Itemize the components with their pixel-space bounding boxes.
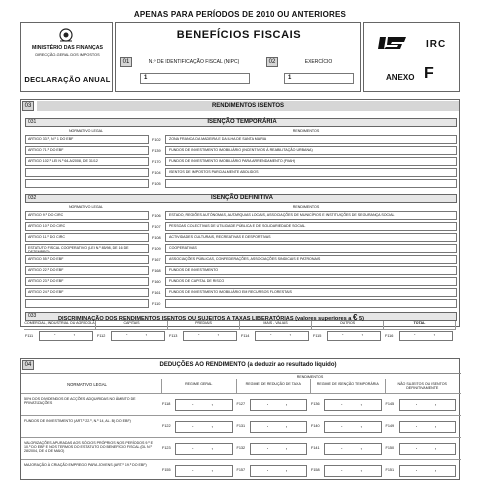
q04-input-separators: . , — [415, 467, 445, 473]
s032-row — [25, 287, 457, 298]
q04-input-separators: . , — [341, 423, 371, 429]
q04-row — [21, 437, 461, 459]
s032-text[interactable] — [165, 299, 457, 308]
q04-input[interactable] — [250, 443, 308, 455]
s032-row — [25, 210, 457, 221]
s033-col-header: CAPITAIS — [96, 321, 168, 330]
q04-input[interactable] — [324, 399, 382, 411]
q04-legal: 50% DOS DIVIDENDOS DE ACÇÕES ADQUIRIDAS NO ÂMBITO DE PRIVATIZAÇÕES — [24, 397, 136, 406]
euro-symbol: € — [352, 313, 358, 322]
s031-legal[interactable]: ARTIGO 102.º LEI N.º 64-A/2008, DE 31/12 — [25, 157, 149, 166]
s031-text[interactable] — [165, 179, 457, 188]
box02-label: EXERCÍCIO — [304, 59, 333, 65]
anexo-letter: F — [424, 65, 434, 82]
s032-code: F106 — [152, 213, 161, 218]
q04-input[interactable] — [250, 421, 308, 433]
s032-code: F167 — [152, 257, 161, 262]
s033-table — [24, 321, 456, 345]
s033-input[interactable] — [255, 331, 309, 341]
q04-divider — [21, 373, 461, 374]
q04-input-separators: . , — [192, 467, 222, 473]
q04-code: F122 — [162, 424, 171, 428]
nipc-input[interactable] — [140, 73, 250, 84]
box01-num: 01 — [120, 57, 132, 67]
q04-code: F127 — [236, 402, 246, 406]
s032-row — [25, 221, 457, 232]
q04-input-separators: . , — [192, 401, 222, 407]
s031-legal[interactable]: ARTIGO 33.º, N.º 1 DO EBF — [25, 135, 149, 144]
s033-code: F116 — [385, 334, 394, 338]
s033-code: F115 — [313, 334, 322, 338]
s031-text[interactable]: FUNDOS DE INVESTIMENTO IMOBILIÁRIO PARA ARRENDAMENTO (FIIAH) — [165, 157, 457, 166]
s033-input-separators: . , — [126, 331, 156, 337]
s032-text[interactable]: COOPERATIVAS — [165, 244, 457, 253]
q03-num: 03 — [22, 101, 34, 111]
s031-legal[interactable] — [25, 179, 149, 188]
q04-code: F136 — [311, 402, 320, 406]
nipc-input-prefix: 1 — [144, 75, 148, 81]
s031-code: F102 — [152, 137, 161, 142]
s031-title: ISENÇÃO TEMPORÁRIA — [207, 119, 277, 125]
q04-num: 04 — [22, 360, 34, 370]
s033-code: F114 — [241, 334, 250, 338]
q04-legal: VALORIZAÇÕES APURADAS AOS SÓCIOS PRÓPRIOS NOS PERÍODOS 9.º E 10.º DO EBF E NOS TERMOS DO ESTATUTO DO BENEFÍCIO FISCAL (DL N.º 28/2004, DE 4 DE MAIO) — [24, 441, 154, 454]
s032-text[interactable]: ESTADO, REGIÕES AUTÓNOMAS, AUTARQUIAS LOCAIS, ASSOCIAÇÕES DE MUNICÍPIOS E INSTITUIÇÕES DE SEGURANÇA SOCIAL — [165, 211, 457, 220]
s032-code: F108 — [152, 235, 161, 240]
box02-num: 02 — [266, 57, 278, 67]
box01-label: N.º DE IDENTIFICAÇÃO FISCAL (NIPC) — [148, 59, 240, 65]
q04-code: F140 — [311, 424, 320, 428]
q04-code: F149 — [385, 424, 395, 428]
q04-code: F150 — [385, 446, 395, 450]
s031-legal[interactable]: ARTIGO 71.º DO EBF — [25, 146, 149, 155]
q04-input-separators: . , — [266, 445, 296, 451]
q04-input[interactable] — [324, 465, 382, 477]
s032-col-rend: RENDIMENTOS — [292, 205, 320, 209]
declaration-label: DECLARAÇÃO ANUAL — [24, 75, 111, 84]
s032-legal[interactable]: ARTIGO 55.º DO EBF — [25, 255, 149, 264]
s032-row — [25, 298, 457, 309]
q04-legal: FUNDOS DE INVESTIMENTO (ART.º 22.º, N.º 14, AL. B) DO EBF) — [24, 419, 131, 423]
s031-text[interactable]: ZONA FRANCA DA MADEIRA E DA ILHA DE SANTA MARIA — [165, 135, 457, 144]
s033-col-header: TOTAL — [384, 321, 456, 330]
s032-text[interactable]: FUNDOS DE INVESTIMENTO IMOBILIÁRIO EM RECURSOS FLORESTAIS — [165, 288, 457, 297]
q04-code: F131 — [236, 424, 246, 428]
s031-header — [25, 118, 457, 127]
header-ministry-box — [20, 22, 113, 92]
q04-input-separators: . , — [192, 445, 222, 451]
q04-code: F158 — [311, 468, 320, 472]
s033-input[interactable] — [183, 331, 237, 341]
s032-legal[interactable] — [25, 299, 149, 308]
s031-text[interactable]: FUNDOS DE INVESTIMENTO IMOBILIÁRIO (INCENTIVOS À REABILITAÇÃO URBANA) — [165, 146, 457, 155]
s033-code: F112 — [97, 334, 106, 338]
q03-section — [20, 99, 460, 327]
s032-header — [25, 194, 457, 203]
s033-col-header: MAIS - VALIAS — [240, 321, 312, 330]
s032-title: ISENÇÃO DEFINITIVA — [211, 195, 273, 201]
s033-col-header: OUTROS — [312, 321, 384, 330]
s031-row — [25, 167, 457, 178]
s032-row — [25, 232, 457, 243]
q04-code: F123 — [162, 446, 171, 450]
s031-code: F104 — [152, 170, 161, 175]
anexo-label: ANEXO — [386, 73, 415, 82]
s032-row — [25, 243, 457, 254]
s032-legal[interactable]: ARTIGO 23.º DO EBF — [25, 277, 149, 286]
q04-input-separators: . , — [341, 401, 371, 407]
coat-of-arms-icon — [57, 27, 75, 43]
q04-input-separators: . , — [415, 423, 445, 429]
s033-input-separators: . , — [270, 331, 300, 337]
directorate-name: DIRECÇÃO-GERAL DOS IMPOSTOS — [35, 53, 100, 57]
s033-input-separators: . , — [414, 331, 444, 337]
s031-num: 031 — [28, 119, 37, 125]
s032-code: F161 — [152, 290, 161, 295]
s031-col-rend: RENDIMENTOS — [292, 129, 320, 133]
q04-input-separators: . , — [266, 467, 296, 473]
q04-input[interactable] — [399, 443, 457, 455]
s031-row — [25, 145, 457, 156]
q04-input-separators: . , — [415, 401, 445, 407]
q04-legal: MAJORAÇÃO À CRIAÇÃO EMPREGO PARA JOVENS (ART.º 19.º DO EBF) — [24, 463, 147, 467]
s033-col-header: COMERCIAL, INDUSTRIAL OU AGRÍCOLA — [24, 321, 96, 330]
header-right-box — [363, 22, 460, 92]
s032-legal[interactable]: ARTIGO 10.º DO CIRC — [25, 222, 149, 231]
s031-row — [25, 134, 457, 145]
s031-row — [25, 156, 457, 167]
q04-input-separators: . , — [341, 445, 371, 451]
s032-legal[interactable]: ARTIGO 22.º DO EBF — [25, 266, 149, 275]
q04-subheader: REGIME GERAL — [161, 379, 236, 393]
header-center-box — [115, 22, 361, 92]
q04-input[interactable] — [175, 465, 233, 477]
s032-row — [25, 276, 457, 287]
s031-row — [25, 178, 457, 189]
q04-input[interactable] — [175, 443, 233, 455]
q04-col-rend: RENDIMENTOS — [296, 375, 324, 379]
q04-col-legal: NORMATIVO LEGAL — [67, 382, 107, 387]
q04-input[interactable] — [250, 399, 308, 411]
s031-code: F170 — [152, 159, 161, 164]
exercise-input-prefix: 1 — [288, 75, 292, 81]
q04-input[interactable] — [399, 465, 457, 477]
q04-input[interactable] — [399, 399, 457, 411]
s032-text[interactable]: ACTIVIDADES CULTURAIS, RECREATIVAS E DESPORTIVAS — [165, 233, 457, 242]
q04-code: F132 — [236, 446, 246, 450]
s032-text[interactable]: ASSOCIAÇÕES PÚBLICAS, CONFEDERAÇÕES, ASSOCIAÇÕES SINDICAIS E PATRONAIS — [165, 255, 457, 264]
q04-row — [21, 459, 461, 481]
s033-input-separators: . , — [198, 331, 228, 337]
q04-section — [20, 358, 460, 480]
q04-input[interactable] — [175, 399, 233, 411]
s032-code: F160 — [152, 279, 161, 284]
q04-code: F151 — [385, 468, 395, 472]
q04-input[interactable] — [324, 443, 382, 455]
q04-subheaders — [161, 379, 459, 393]
s032-text[interactable]: FUNDOS DE CAPITAL DE RISCO — [165, 277, 457, 286]
q04-code: F145 — [385, 402, 395, 406]
irs-logo-icon — [378, 35, 408, 51]
s032-code: F168 — [152, 268, 161, 273]
q04-code: F157 — [236, 468, 246, 472]
s032-legal[interactable]: ARTIGO 9.º DO CIRC — [25, 211, 149, 220]
irc-label: IRC — [426, 39, 447, 50]
q04-input-separators: . , — [415, 445, 445, 451]
q04-code: F155 — [162, 468, 171, 472]
s033-input-separators: . , — [54, 331, 84, 337]
s033-code: F113 — [169, 334, 178, 338]
s033-header — [25, 312, 457, 321]
s032-legal[interactable]: ARTIGO 11.º DO CIRC — [25, 233, 149, 242]
s032-code: F109 — [152, 246, 161, 251]
s031-legal[interactable] — [25, 168, 149, 177]
top-note: APENAS PARA PERÍODOS DE 2010 OU ANTERIORES — [133, 10, 347, 19]
q03-title: RENDIMENTOS ISENTOS — [37, 101, 459, 111]
s032-col-legal: NORMATIVO LEGAL — [68, 205, 104, 209]
q04-input[interactable] — [399, 421, 457, 433]
s031-text[interactable]: ISENTOS DE IMPOSTOS PARCIALMENTE ABOLIDOS — [165, 168, 457, 177]
s033-input[interactable] — [327, 331, 381, 341]
s033-title: DISCRIMINAÇÃO DOS RENDIMENTOS ISENTOS OU SUJEITOS A TAXAS LIBERATÓRIAS (valores superiores a € 5) — [58, 313, 364, 322]
s033-col-header: PREDIAIS — [168, 321, 240, 330]
ministry-name: MINISTÉRIO DAS FINANÇAS — [32, 45, 103, 51]
s031-code: F105 — [152, 181, 161, 186]
form-title: BENEFÍCIOS FISCAIS — [176, 29, 302, 41]
s033-input[interactable] — [399, 331, 453, 341]
s032-row — [25, 254, 457, 265]
q04-code: F141 — [311, 446, 320, 450]
q04-subheader: REGIME DE REDUÇÃO DE TAXA — [236, 379, 311, 393]
q04-subheader: REGIME DE ISENÇÃO TEMPORÁRIA — [310, 379, 385, 393]
s033-num: 033 — [28, 313, 37, 319]
q04-row — [21, 415, 461, 437]
exercise-input[interactable] — [284, 73, 354, 84]
q04-input-separators: . , — [192, 423, 222, 429]
q04-input[interactable] — [175, 421, 233, 433]
s032-code: F110 — [152, 301, 161, 306]
q04-title: DEDUÇÕES AO RENDIMENTO (a deduzir ao resultado líquido) — [159, 362, 337, 368]
s031-code: F139 — [152, 148, 161, 153]
s032-row — [25, 265, 457, 276]
q04-input-separators: . , — [266, 423, 296, 429]
s032-legal[interactable]: ARTIGO 24.º DO EBF — [25, 288, 149, 297]
q04-code: F118 — [162, 402, 171, 406]
s032-legal[interactable]: ESTATUTO FISCAL COOPERATIVO (LEI N.º 85/98, DE 16 DE DEZEMBRO) — [25, 244, 149, 253]
s033-input[interactable] — [39, 331, 93, 341]
q04-input-separators: . , — [266, 401, 296, 407]
s031-col-legal: NORMATIVO LEGAL — [68, 129, 104, 133]
s032-num: 032 — [28, 195, 37, 201]
s033-input[interactable] — [111, 331, 165, 341]
q04-input-separators: . , — [341, 467, 371, 473]
s032-text[interactable]: PESSOAS COLECTIVAS DE UTILIDADE PÚBLICA E DE SOLIDARIEDADE SOCIAL — [165, 222, 457, 231]
q04-input[interactable] — [250, 465, 308, 477]
q04-input[interactable] — [324, 421, 382, 433]
s033-input-separators: . , — [342, 331, 372, 337]
q04-subheader: NÃO SUJEITOS OU ISENTOS DEFINITIVAMENTE — [385, 379, 460, 393]
q04-row — [21, 393, 461, 415]
s033-code: F111 — [25, 334, 34, 338]
s032-text[interactable]: FUNDOS DE INVESTIMENTO — [165, 266, 457, 275]
s032-code: F107 — [152, 224, 161, 229]
